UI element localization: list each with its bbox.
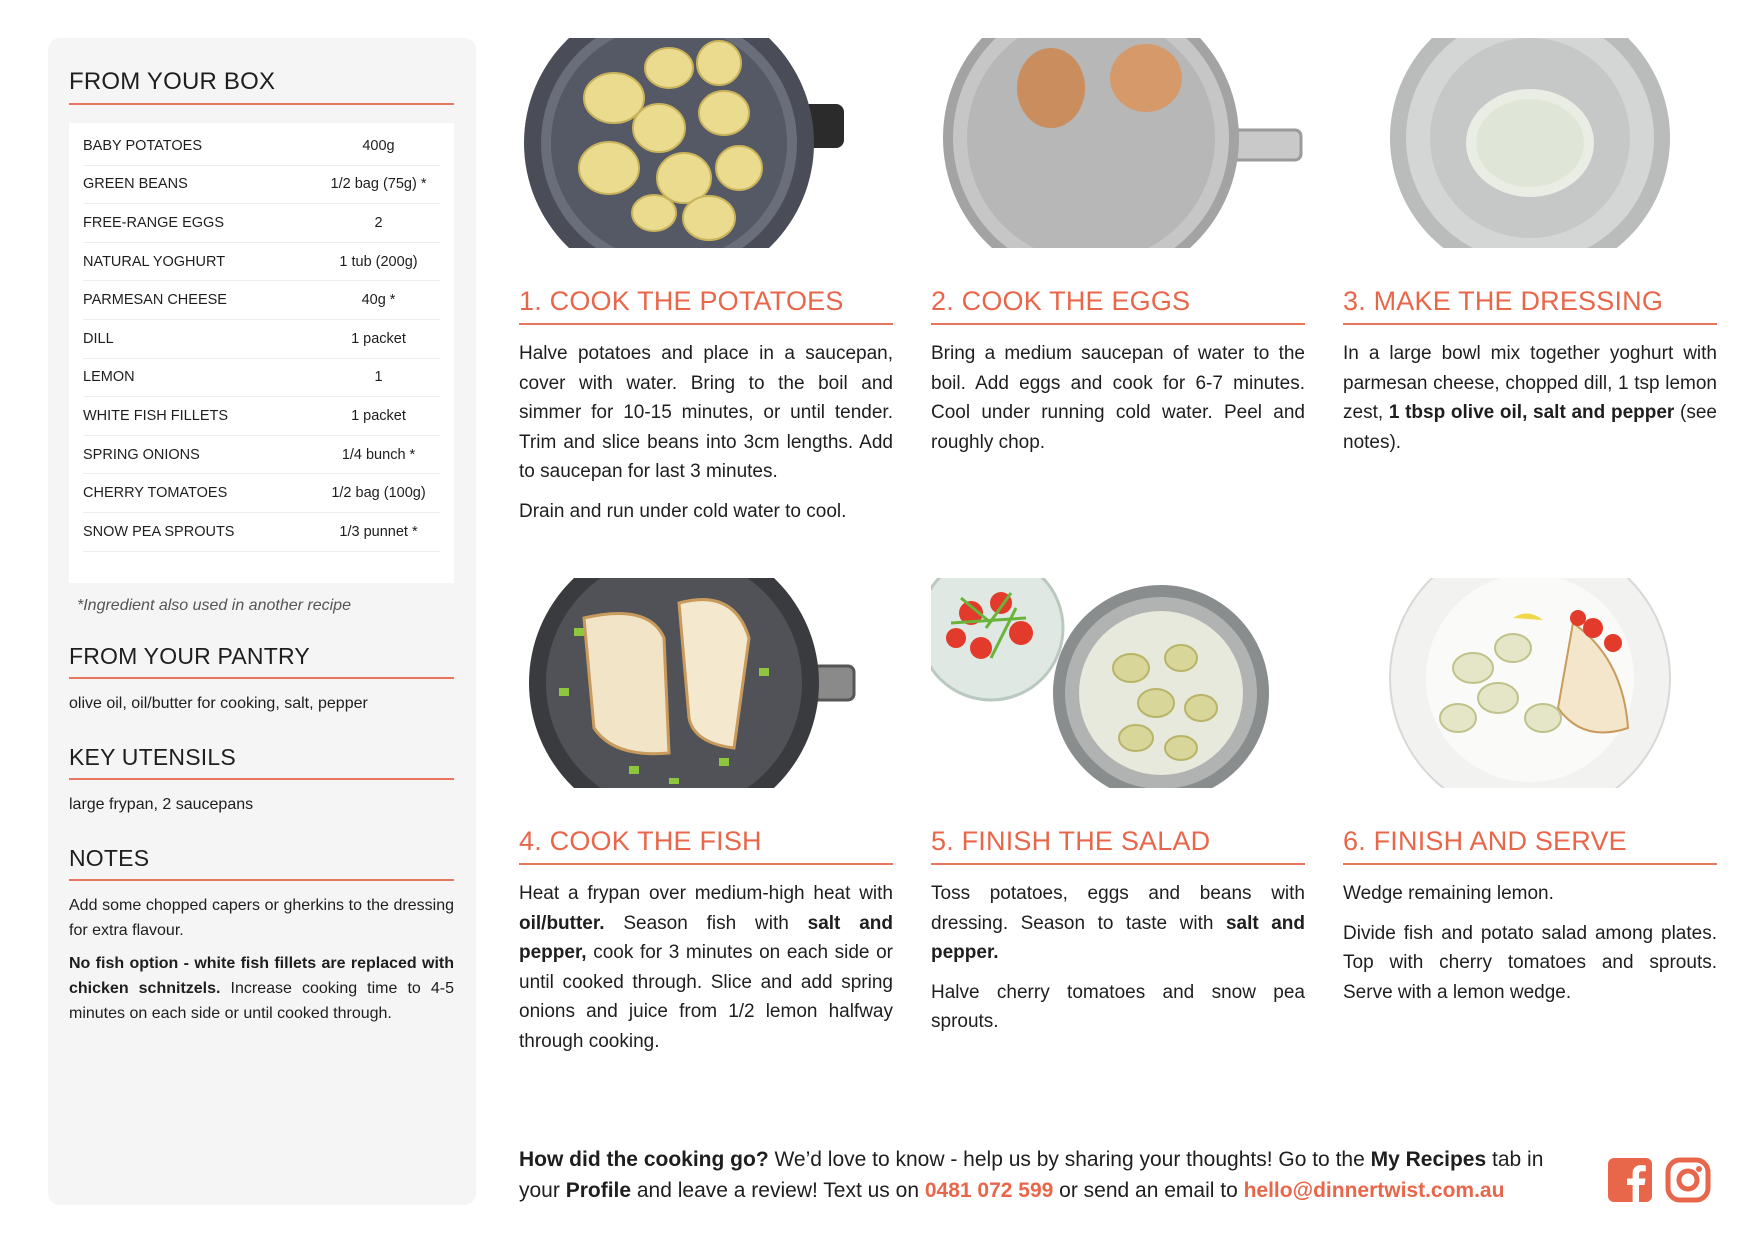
ingredient-name: FREE-RANGE EGGS xyxy=(83,214,224,231)
box-title: FROM YOUR BOX xyxy=(69,68,454,105)
step-3-text-bold: 1 tbsp olive oil, salt and pepper xyxy=(1388,402,1675,423)
step-3-body xyxy=(1343,339,1717,457)
ingredients-table xyxy=(69,123,454,583)
ingredient-name: LEMON xyxy=(83,369,135,386)
step-1-photo xyxy=(519,38,893,248)
step-3-text xyxy=(1343,339,1717,457)
ingredient-row xyxy=(83,513,440,552)
notes-text-2 xyxy=(69,951,454,1026)
step-4-text-a: Heat a frypan over medium-high heat with xyxy=(519,883,893,904)
step-4 xyxy=(519,578,893,1066)
step-6-text: Wedge remaining lemon. xyxy=(1343,883,1554,904)
step-4-text-bold-2: salt and pepper, xyxy=(519,912,893,963)
step-6-body xyxy=(1343,879,1717,1007)
step-3-text-a: In a large bowl mix together yoghurt with parmesan cheese, chopped dill, 1 tsp lemon zest, xyxy=(1343,343,1717,423)
step-1-body xyxy=(519,339,893,526)
ingredient-row xyxy=(83,166,440,205)
notes-rest: Increase cooking time to 4-5 minutes on each side or until cooked through. xyxy=(69,980,455,1022)
instagram-icon[interactable] xyxy=(1664,1156,1712,1204)
ingredient-qty: 400g xyxy=(362,137,395,154)
step-4-text xyxy=(519,879,893,1056)
ingredient-name: PARMESAN CHEESE xyxy=(83,292,227,309)
ingredient-name: NATURAL YOGHURT xyxy=(83,253,226,270)
step-5-body xyxy=(931,879,1305,1037)
utensils-title: KEY UTENSILS xyxy=(69,744,454,780)
ingredient-row xyxy=(83,359,440,398)
ingredient-qty: 40g * xyxy=(361,292,396,309)
step-2-photo xyxy=(931,38,1305,248)
step-6-photo xyxy=(1343,578,1717,788)
ingredient-name: DILL xyxy=(83,330,114,347)
ingredient-qty: 1 packet xyxy=(351,330,406,347)
ingredient-row xyxy=(83,320,440,359)
ingredient-row xyxy=(83,281,440,320)
footer-text-2: tab in your xyxy=(519,1148,1544,1202)
step-2-text: Bring a medium saucepan of water to the boil. Add eggs and cook for 6-7 minutes. Cool under running cold water. Peel and roughly chop. xyxy=(931,343,1305,453)
email-link[interactable]: hello@dinnertwist.com.au xyxy=(1243,1179,1505,1202)
footer-my-recipes: My Recipes xyxy=(1370,1148,1487,1171)
step-5-photo xyxy=(931,578,1305,788)
sidebar xyxy=(48,38,476,1205)
notes-bold: No fish option - white fish fillets are replaced with chicken schnitzels. xyxy=(69,955,454,997)
pantry-section xyxy=(69,643,454,716)
footer-text-1: We’d love to know - help us by sharing your thoughts! Go to the xyxy=(768,1148,1371,1171)
step-2 xyxy=(931,38,1305,467)
utensils-text: large frypan, 2 saucepans xyxy=(69,796,254,813)
step-6-title: 6. FINISH AND SERVE xyxy=(1343,826,1717,865)
step-1 xyxy=(519,38,893,536)
step-4-text-bold-1: oil/butter. xyxy=(519,912,605,934)
ingredient-name: SNOW PEA SPROUTS xyxy=(83,523,235,540)
step-6 xyxy=(1343,578,1717,1017)
step-3-text-c: (see notes). xyxy=(1343,402,1717,453)
step-4-body xyxy=(519,879,893,1056)
step-4-text-c: Season fish with xyxy=(604,912,808,934)
step-2-title: 2. COOK THE EGGS xyxy=(931,286,1305,325)
step-5 xyxy=(931,578,1305,1047)
footer-profile: Profile xyxy=(565,1179,632,1202)
facebook-icon[interactable] xyxy=(1606,1156,1654,1204)
step-4-title: 4. COOK THE FISH xyxy=(519,826,893,865)
ingredient-name: WHITE FISH FILLETS xyxy=(83,407,229,424)
step-5-text-a: Toss potatoes, eggs and beans with dressing. Season to taste with xyxy=(931,883,1305,934)
utensils-section xyxy=(69,744,454,817)
ingredient-qty: 1/3 punnet * xyxy=(339,523,418,540)
step-4-photo xyxy=(519,578,893,788)
ingredient-footnote: *Ingredient also used in another recipe xyxy=(77,597,351,614)
step-1-title: 1. COOK THE POTATOES xyxy=(519,286,893,325)
step-5-title: 5. FINISH THE SALAD xyxy=(931,826,1305,865)
step-3 xyxy=(1343,38,1717,467)
step-4-text-e: cook for 3 minutes on each side or until cooked through. Slice and add spring onions and juice from 1/2 lemon halfway through cooking. xyxy=(519,942,893,1052)
footer-question: How did the cooking go? xyxy=(519,1148,769,1171)
step-5-text-2: Halve cherry tomatoes and snow pea sprouts. xyxy=(931,981,1305,1032)
step-5-text xyxy=(931,879,1305,968)
step-3-title: 3. MAKE THE DRESSING xyxy=(1343,286,1717,325)
notes-text-1: Add some chopped capers or gherkins to the dressing for extra flavour. xyxy=(69,897,454,939)
ingredient-qty: 1/2 bag (75g) * xyxy=(330,176,427,193)
step-1-text: Halve potatoes and place in a saucepan, cover with water. Bring to the boil and simmer for 10-15 minutes, or until tender. Trim and slice beans into 3cm lengths. Add to saucepan for last 3 minutes. xyxy=(519,343,893,482)
ingredient-name: SPRING ONIONS xyxy=(83,446,200,463)
phone-link[interactable]: 0481 072 599 xyxy=(924,1179,1054,1202)
ingredient-qty: 1/2 bag (100g) xyxy=(331,485,426,502)
ingredient-qty: 1/4 bunch * xyxy=(341,446,416,463)
step-5-text-bold: salt and pepper. xyxy=(931,912,1305,963)
footer-text-3: and leave a review! Text us on xyxy=(631,1179,925,1202)
pantry-title: FROM YOUR PANTRY xyxy=(69,643,454,679)
notes-section xyxy=(69,845,454,1026)
footer-text-4: or send an email to xyxy=(1053,1179,1244,1202)
step-1-text-2: Drain and run under cold water to cool. xyxy=(519,500,847,522)
ingredient-qty: 1 xyxy=(374,369,383,386)
ingredient-row xyxy=(83,243,440,282)
feedback-footer xyxy=(519,1144,1579,1206)
step-6-text-2: Divide fish and potato salad among plates. Top with cherry tomatoes and sprouts. Serve with a lemon wedge. xyxy=(1343,922,1717,1003)
ingredient-row xyxy=(83,474,440,513)
pantry-text: olive oil, oil/butter for cooking, salt, pepper xyxy=(69,695,368,712)
ingredient-row xyxy=(83,436,440,475)
ingredient-row xyxy=(83,127,440,166)
ingredient-qty: 2 xyxy=(374,214,383,231)
notes-title: NOTES xyxy=(69,845,454,881)
ingredient-row xyxy=(83,397,440,436)
ingredient-name: CHERRY TOMATOES xyxy=(83,485,228,502)
ingredient-qty: 1 tub (200g) xyxy=(339,253,418,270)
ingredient-name: GREEN BEANS xyxy=(83,176,188,193)
ingredient-qty: 1 packet xyxy=(351,407,406,424)
ingredient-name: BABY POTATOES xyxy=(83,137,202,154)
step-2-body xyxy=(931,339,1305,457)
ingredient-row xyxy=(83,204,440,243)
step-3-photo xyxy=(1343,38,1717,248)
